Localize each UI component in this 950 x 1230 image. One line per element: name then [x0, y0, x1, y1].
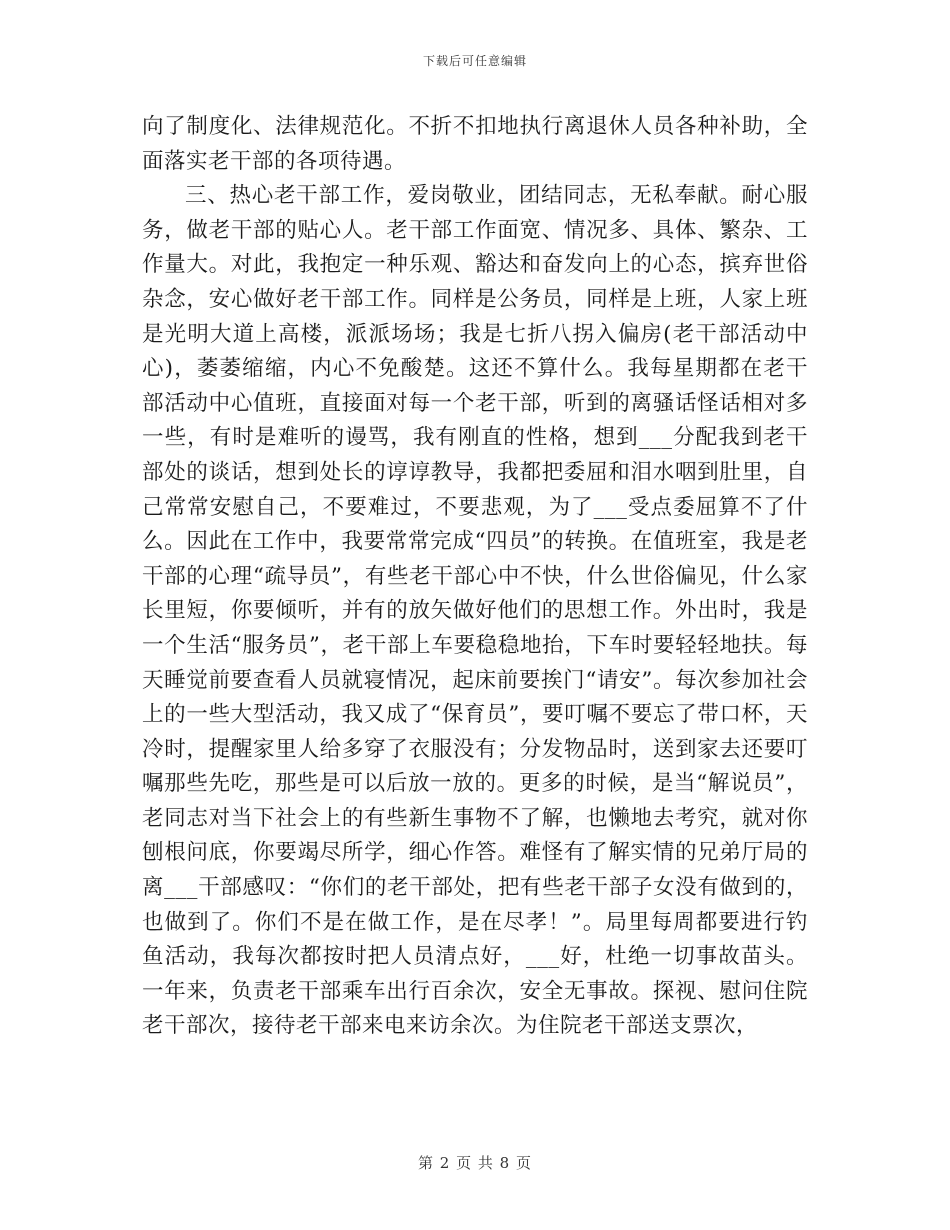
page-header: 下载后可任意编辑	[422, 54, 527, 68]
paragraph-section-three: 三、热心老干部工作，爱岗敬业，团结同志，无私奉献。耐心服务，做老干部的贴心人。老干部工作面宽、情况多、具体、繁杂、工作量大。对此，我抱定一种乐观、豁达和奋发向上的心态，摈弃世俗杂念，安心做好老干部工作。同样是公务员，同样是上班，人家上班是光明大道上高楼，派派场场；我是七折八拐入偏房(老干部活动中心)，萎萎缩缩，内心不免酸楚。这还不算什么。我每星期都在老干部活动中心值班，直接面对每一个老干部，听到的离骚话怪话相对多一些，有时是难听的谩骂，我有刚直的性格，想到___分配我到老干部处的谈话，想到处长的谆谆教导，我都把委屈和泪水咽到肚里，自己常常安慰自己，不要难过，不要悲观，为了___受点委屈算不了什么。因此在工作中，我要常常完成“四员”的转换。在值班室，我是老干部的心理“疏导员”，有些老干部心中不快，什么世俗偏见，什么家长里短，你要倾听，并有的放矢做好他们的思想工作。外出时，我是一个生活“服务员”，老干部上车要稳稳地抬，下车时要轻轻地扶。每天睡觉前要查看人员就寝情况，起床前要挨门“请安”。每次参加社会上的一些大型活动，我又成了“保育员”，要叮嘱不要忘了带口杯，天冷时，提醒家里人给多穿了衣服没有；分发物品时，送到家去还要叮嘱那些先吃，那些是可以后放一放的。更多的时候，是当“解说员”，老同志对当下社会上的有些新生事物不了解，也懒地去考究，就对你刨根问底，你要竭尽所学，细心作答。难怪有了解实情的兄弟厅局的离___干部感叹：“你们的老干部处，把有些老干部子女没有做到的，也做到了。你们不是在做工作，是在尽孝！”。局里每周都要进行钓鱼活动，我每次都按时把人员清点好，___好，杜绝一切事故苗头。一年来，负责老干部乘车出行百余次，安全无事故。探视、慰问住院老干部次，接待老干部来电来访余次。为住院老干部送支票次，	[142, 183, 808, 1039]
paragraph-continuation: 向了制度化、法律规范化。不折不扣地执行离退休人员各种补助，全面落实老干部的各项待遇。	[142, 114, 808, 174]
document-body	[142, 110, 808, 1044]
page-number: 第 2 页 共 8 页	[418, 1154, 532, 1172]
